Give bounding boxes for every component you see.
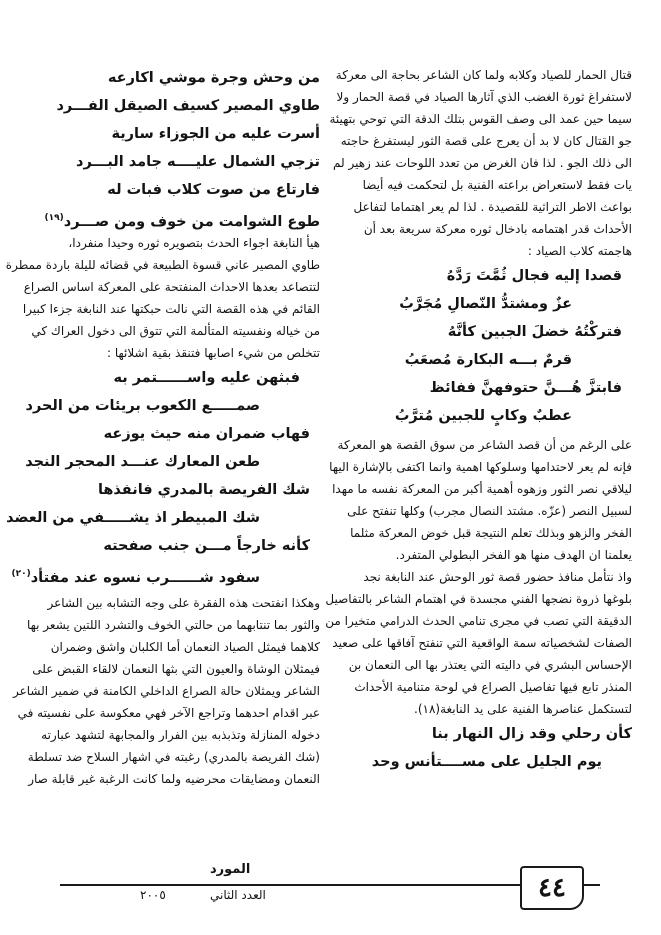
- text-line: سيما حين عمد الى وصف القوس بتلك الدقة التي توحي بتهيئة: [329, 112, 632, 126]
- text-line: الدقيقة التي تصب في مجرى تنامي الحدث الدرامي متخيرا من: [325, 614, 632, 628]
- text-line: الفخر والزهو وبذلك تعلم النتيجة قبل خوض المعركة مثلما: [350, 526, 632, 540]
- text-line: يعلمنا ان الهدف منها هو الفخر البطولي المتفرد.: [395, 548, 632, 562]
- text-line: الشاعر ويمثلان حالة الصراع الداخلي الكامنة في ضمير الشاعر: [12, 684, 320, 698]
- text-line: الى ذلك الجو . لذا فان الغرض من تعدد اللوحات عند زهير لم: [333, 156, 632, 170]
- verse-line: فبثهن عليه واســــــتمر به: [113, 370, 300, 386]
- verse-line: فابتزَّ هُـــنَّ حتوفهنَّ ففائظ: [429, 380, 622, 396]
- text-line: فيمثلان الوشاة والعيون التي بثها النعمان لالقاء القبض على: [32, 662, 320, 676]
- issue-label: العدد الثاني: [210, 888, 266, 902]
- footnote-marker: (٢٠): [11, 569, 31, 579]
- verse-line: فارتاع من صوت كلاب فبات له: [107, 182, 320, 198]
- text-line: هيأ النابغة اجواء الحدث بتصويره ثوره وحيدا منفردا،: [68, 236, 320, 250]
- text-line: وهكذا انفتحت هذه الفقرة على وجه التشابه بين الشاعر: [47, 596, 320, 610]
- verse-line: صمـــــع الكعوب بريئات من الحرد: [25, 398, 260, 414]
- text-line: الأحداث قدر اهتمامه بادخال ثوره معركة سريعة بعد أن: [363, 222, 632, 236]
- text-line: جو القتال كان لا بد أن يعرج على قصة الثور ليستفرغ حاجته: [340, 134, 632, 148]
- verse-line: قرمٌ بـــه البكارة مُصعَبُ: [404, 352, 572, 368]
- text-line: لتستكمل عناصرها الفنية على يد النابغة(١٨).: [414, 702, 632, 716]
- verse-line: قصدا إليه فجال ثُمَّتَ رَدَّهُ: [446, 268, 622, 284]
- text-line: الإحساس البشري في داليته التي يعتذر بها الى النعمان بن: [348, 658, 632, 672]
- journal-name: المورد: [210, 862, 251, 877]
- text-line: تتخلص من شيء اصابها فتنقذ بقية اشلائها :: [107, 346, 320, 360]
- verse-line: يوم الجليل على مســــتأنس وحد: [371, 754, 602, 770]
- text-line: (شك الفريصة بالمدري) رغبته في اشهار السلاح ضد تسلطة: [27, 750, 320, 764]
- text-line: فإنه لم يعر لاحتدامها وسلوكها اهمية وانما اكتفى بالإشارة اليها: [329, 460, 632, 474]
- text-line: والثور بما تنتابهما من حالتي الخوف والتشرد اللتين يشعر بها: [26, 618, 320, 632]
- text-line: على الرغم من أن قصد الشاعر من سوق القصة هو المعركة: [337, 438, 632, 452]
- text-line: لسبيل النصر (عزّه. مشتد النصال مجرب) وكلها تنفتح على: [347, 504, 632, 518]
- verse-line: أسرت عليه من الجوزاء سارية: [111, 126, 320, 142]
- verse-line: تزجي الشمال عليــــه جامد البـــرد: [76, 154, 320, 170]
- page-footer: [60, 860, 600, 910]
- text-line: هاجمته كلاب الصياد :: [527, 244, 632, 258]
- verse-line: شك المبيطر اذ يشـــــفي من العضد: [6, 510, 260, 526]
- text-line: بلوغها ذروة نضجها الفني مجسدة في اهتمام الشاعر بالتفاصيل: [325, 592, 632, 606]
- verse-line: طعن المعارك عنـــد المحجر النجد: [25, 454, 260, 470]
- verse-text: سفود شــــــرب نسوه عند مفتأد: [30, 569, 260, 586]
- verse-line: فهاب ضمران منه حيث يوزعه: [103, 426, 310, 442]
- verse-line: من وحش وجرة موشي اكارعه: [107, 70, 320, 86]
- verse-line: كأن رحلي وقد زال النهار بنا: [431, 726, 632, 742]
- text-line: ليلاقي نصر الثور وزهوه أهمية أكبر من المعركة نفسه ما مهدا: [332, 482, 632, 496]
- text-line: المنذر تابع فيها تفاصيل الصراع في لوحة متنامية الأحداث: [354, 680, 632, 694]
- verse-line: عطبٌ وكابٍ للجبين مُترَّبُ: [394, 408, 572, 424]
- text-line: واذ نتأمل منافذ حضور قصة ثور الوحش عند النابغة نجد: [363, 570, 632, 584]
- text-line: لاستفراغ ثورة الغضب الذي آثارها الصياد في قصة الحمار ولا: [336, 90, 632, 104]
- left-column: [5, 64, 320, 790]
- verse-line: طاوي المصير كسيف الصيقل الفـــرد: [56, 98, 320, 114]
- text-line: لتتصاعد بعدها الاحداث المنفتحة على المعركة اساس الصراع: [23, 280, 320, 294]
- verse-line: عزٌ ومشتدُّ النّصالِ مُجَرَّبُ: [399, 296, 572, 312]
- text-line: بواعث الاطر التراثية للقصيدة . لذا لم يعر اهتماما لتفاعل: [353, 200, 632, 214]
- footer-rule: [60, 884, 600, 886]
- text-line: القائم في هذه القصة التي نالت حبكتها عند النابغة جزءا كبيرا: [22, 302, 320, 316]
- text-line: قتال الحمار للصياد وكلابه ولما كان الشاعر بحاجة الى معركة: [335, 68, 632, 82]
- right-column: [325, 64, 632, 776]
- verse-line: كأنه خارجاً مـــن جنب صفحته: [103, 538, 310, 554]
- verse-line: [28, 204, 320, 232]
- verse-line: [11, 560, 320, 588]
- verse-text: طوع الشوامت من خوف ومن صـــرد: [63, 213, 320, 230]
- footnote-marker: (١٩): [44, 213, 64, 223]
- text-line: كلاهما فيمثل الصياد النعمان أما الكلبان واشق وضمران: [50, 640, 320, 654]
- text-line: من خياله ونفسيته المتألمة التي تتوق الى دخول العراك كي: [31, 324, 320, 338]
- verse-line: شك الفريصة بالمدري فانفذها: [97, 482, 310, 498]
- text-line: عبر اقدام احدهما وتراجع الآخر فهي معكوسة على نفسيته في: [17, 706, 320, 720]
- text-line: دخوله المنازلة وتذبذبه بين الفرار والمجابهة لتشهد عبارته: [41, 728, 320, 742]
- page-number: ٤٤: [520, 866, 584, 910]
- text-line: طاوي المصير عاني قسوة الطبيعة في قضائه لليلة باردة ممطرة: [5, 258, 320, 272]
- text-line: الصفات لشخصياته سمة الواقعية التي تنفتح آفاقها على صعيد: [332, 636, 632, 650]
- text-line: النعمان ومضايقات محرضيه ولما كانت الرغبة غير قابلة صار: [28, 772, 320, 786]
- issue-year: ٢٠٠٥: [140, 888, 166, 902]
- verse-line: فتركْتُهُ خضلَ الجبين كأنَّهُ: [447, 324, 622, 340]
- text-line: يات فقط لاستعراض براعته الفنية بل لتحكمت فيه أيضا: [362, 178, 632, 192]
